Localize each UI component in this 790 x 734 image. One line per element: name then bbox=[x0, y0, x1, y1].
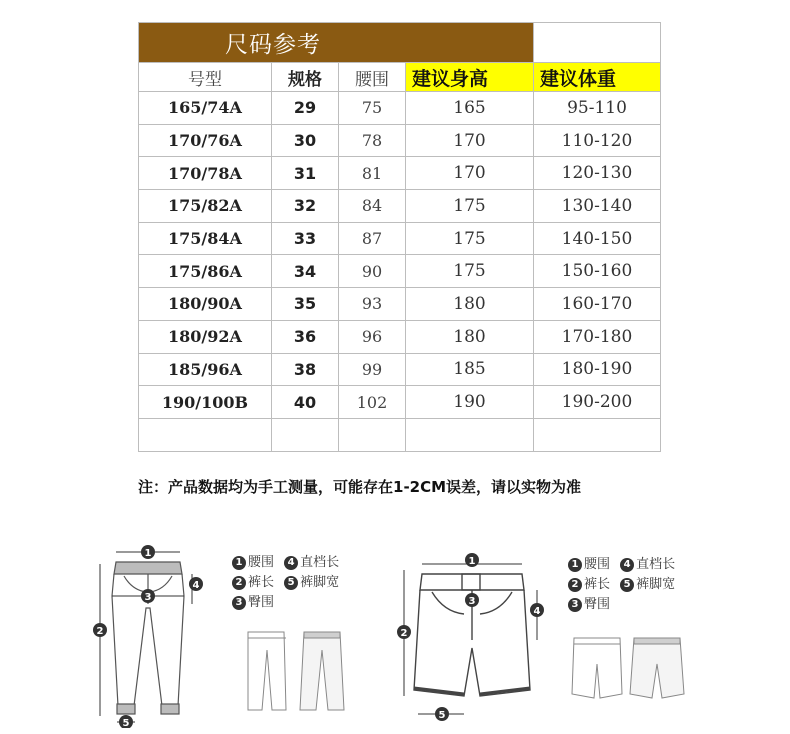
cell-weight: 160-170 bbox=[534, 288, 661, 321]
table-row bbox=[139, 353, 661, 386]
table-row bbox=[139, 124, 661, 157]
svg-text:3: 3 bbox=[144, 592, 152, 603]
cell-waist: 102 bbox=[339, 386, 406, 419]
table-row bbox=[139, 255, 661, 288]
left-cuff bbox=[117, 704, 135, 714]
header-waist: 腰围 bbox=[339, 63, 406, 92]
cell-weight: 130-140 bbox=[534, 190, 661, 223]
legend-right: 1 腰围 4 直档长 2 裤长 5 裤脚宽 3 臀围 bbox=[568, 556, 681, 616]
cell-model: 190/100B bbox=[139, 386, 272, 419]
cell-model: 165/74A bbox=[139, 92, 272, 125]
svg-text:5: 5 bbox=[122, 718, 130, 728]
cell-spec: 38 bbox=[272, 353, 339, 386]
svg-text:2: 2 bbox=[96, 626, 104, 637]
header-height: 建议身高 bbox=[406, 63, 534, 92]
table-row bbox=[139, 222, 661, 255]
cell-spec: 32 bbox=[272, 190, 339, 223]
shorts-diagram bbox=[392, 540, 552, 725]
cell-waist: 93 bbox=[339, 288, 406, 321]
long-pants-thumbnails bbox=[240, 626, 360, 716]
shorts-thumbnails bbox=[570, 630, 690, 710]
measurement-note: 注：产品数据均为手工测量，可能存在1-2CM误差，请以实物为准 bbox=[138, 478, 582, 496]
cell-spec: 35 bbox=[272, 288, 339, 321]
table-row bbox=[139, 190, 661, 223]
cell-height: 170 bbox=[406, 157, 534, 190]
table-row bbox=[139, 157, 661, 190]
cell-waist: 84 bbox=[339, 190, 406, 223]
legend-left: 1 腰围 4 直档长 2 裤长 5 裤脚宽 3 臀围 bbox=[232, 554, 345, 614]
right-cuff bbox=[161, 704, 179, 714]
table-header-row bbox=[139, 63, 661, 92]
cell-spec: 36 bbox=[272, 320, 339, 353]
cell-weight: 150-160 bbox=[534, 255, 661, 288]
table-title: 尺码参考 bbox=[139, 23, 534, 63]
cell-model: 180/90A bbox=[139, 288, 272, 321]
cell-waist: 96 bbox=[339, 320, 406, 353]
table-row bbox=[139, 92, 661, 125]
svg-text:1: 1 bbox=[468, 556, 476, 567]
table-empty-row bbox=[139, 418, 661, 451]
table-title-row bbox=[139, 23, 661, 63]
cell-weight: 140-150 bbox=[534, 222, 661, 255]
cell-spec: 29 bbox=[272, 92, 339, 125]
cell-weight: 110-120 bbox=[534, 124, 661, 157]
title-spacer-cell bbox=[534, 23, 661, 63]
cell-weight: 190-200 bbox=[534, 386, 661, 419]
header-model: 号型 bbox=[139, 63, 272, 92]
svg-text:1: 1 bbox=[144, 548, 152, 559]
cell-height: 175 bbox=[406, 255, 534, 288]
table-row bbox=[139, 288, 661, 321]
cell-weight: 180-190 bbox=[534, 353, 661, 386]
cell-spec: 30 bbox=[272, 124, 339, 157]
cell-height: 180 bbox=[406, 288, 534, 321]
cell-model: 175/82A bbox=[139, 190, 272, 223]
cell-model: 175/84A bbox=[139, 222, 272, 255]
header-spec: 规格 bbox=[272, 63, 339, 92]
cell-spec: 31 bbox=[272, 157, 339, 190]
cell-waist: 87 bbox=[339, 222, 406, 255]
long-pants-diagram bbox=[86, 538, 218, 728]
cell-waist: 99 bbox=[339, 353, 406, 386]
cell-model: 170/76A bbox=[139, 124, 272, 157]
svg-text:2: 2 bbox=[400, 628, 408, 639]
size-chart-table bbox=[138, 22, 661, 452]
cell-height: 180 bbox=[406, 320, 534, 353]
svg-text:5: 5 bbox=[438, 710, 446, 721]
cell-waist: 90 bbox=[339, 255, 406, 288]
svg-text:3: 3 bbox=[468, 596, 476, 607]
header-weight: 建议体重 bbox=[534, 63, 661, 92]
table-body bbox=[139, 92, 661, 419]
cell-height: 175 bbox=[406, 222, 534, 255]
cell-weight: 120-130 bbox=[534, 157, 661, 190]
cell-weight: 170-180 bbox=[534, 320, 661, 353]
cell-spec: 33 bbox=[272, 222, 339, 255]
cell-spec: 34 bbox=[272, 255, 339, 288]
cell-height: 190 bbox=[406, 386, 534, 419]
cell-waist: 78 bbox=[339, 124, 406, 157]
cell-model: 185/96A bbox=[139, 353, 272, 386]
table-row bbox=[139, 320, 661, 353]
cell-model: 175/86A bbox=[139, 255, 272, 288]
waistband-shape bbox=[114, 562, 182, 574]
cell-waist: 75 bbox=[339, 92, 406, 125]
svg-text:4: 4 bbox=[533, 606, 541, 617]
cell-model: 180/92A bbox=[139, 320, 272, 353]
shorts-waistband bbox=[420, 574, 524, 590]
cell-model: 170/78A bbox=[139, 157, 272, 190]
table-row bbox=[139, 386, 661, 419]
cell-height: 165 bbox=[406, 92, 534, 125]
cell-height: 170 bbox=[406, 124, 534, 157]
cell-spec: 40 bbox=[272, 386, 339, 419]
svg-text:4: 4 bbox=[192, 580, 200, 591]
cell-height: 185 bbox=[406, 353, 534, 386]
cell-waist: 81 bbox=[339, 157, 406, 190]
cell-height: 175 bbox=[406, 190, 534, 223]
cell-weight: 95-110 bbox=[534, 92, 661, 125]
